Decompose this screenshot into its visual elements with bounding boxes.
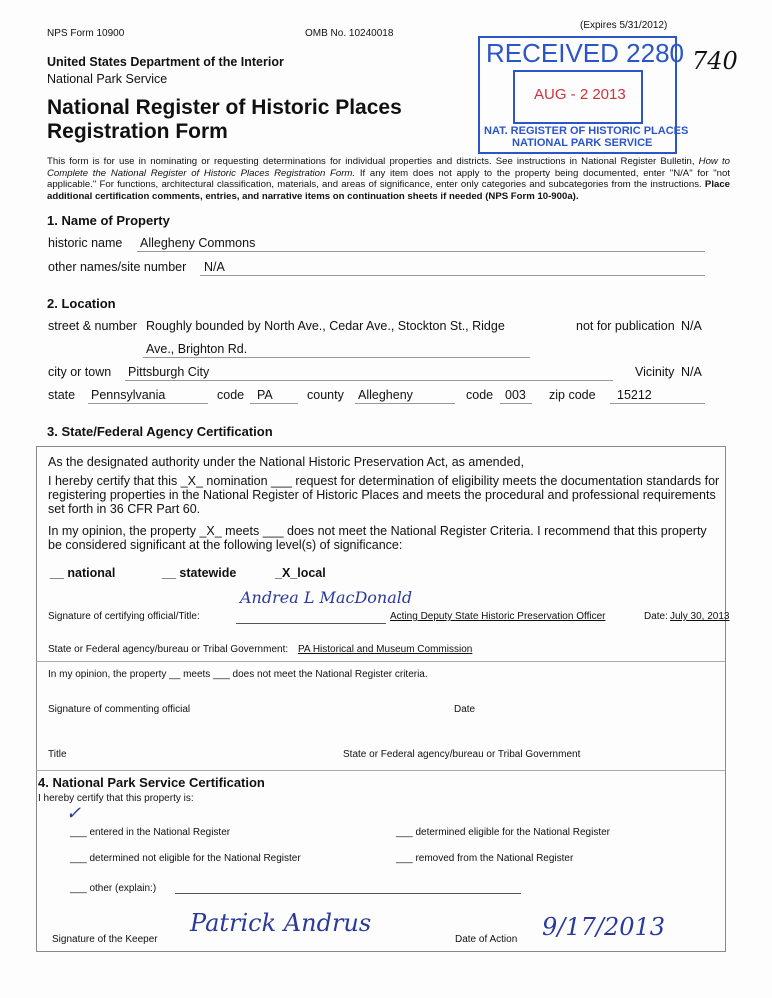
certification-box [36, 446, 726, 952]
received-stamp [478, 36, 689, 154]
county-value: Allegheny [358, 388, 413, 402]
agency2-label: State or Federal agency/bureau or Tribal Government [343, 749, 581, 760]
title-line2: Registration Form [47, 120, 228, 143]
historic-name-label: historic name [48, 236, 123, 250]
commenting-opinion: In my opinion, the property __ meets ___ does not meet the National Register criteria. [48, 669, 428, 680]
section3-heading: 3. State/Federal Agency Certification [47, 424, 273, 439]
agency-value: PA Historical and Museum Commission [298, 644, 473, 655]
checkmark-icon: ✓ [66, 803, 82, 824]
zip-value: 15212 [617, 388, 652, 402]
street-value-2: Ave., Brighton Rd. [146, 342, 248, 356]
county-label: county [307, 388, 344, 402]
street-label: street & number [48, 319, 137, 333]
action-date-label: Date of Action [455, 934, 518, 945]
comment-sig-label: Signature of commenting official [48, 704, 191, 715]
certifying-signature: Andrea L MacDonald [240, 588, 413, 607]
nfp-value: N/A [681, 319, 702, 333]
state-code: PA [257, 388, 273, 402]
certify-text: I hereby certify that this _X_ nomination ___ request for determination of eligibility meets the documentation standards for registering properties in the National Register of Historic Places and meets the procedural and professional requirements set forth in 36 CFR Part 60. [48, 474, 720, 516]
county-code: 003 [505, 388, 526, 402]
stamp-line1: NAT. REGISTER OF HISTORIC PLACES [484, 125, 689, 137]
vicinity-value: N/A [681, 365, 702, 379]
department: United States Department of the Interior [47, 55, 284, 69]
option-not-eligible[interactable]: ___ determined not eligible for the National Register [70, 853, 301, 864]
section4-heading: 4. National Park Service Certification [38, 775, 265, 790]
option-other[interactable]: ___ other (explain:) [70, 883, 157, 894]
level-national[interactable]: __ national [50, 566, 116, 580]
level-local[interactable]: _X_local [275, 566, 326, 580]
historic-name-value: Allegheny Commons [140, 236, 256, 250]
option-entered[interactable]: ___ entered in the National Register [70, 827, 231, 838]
date-label: Date: [644, 611, 668, 622]
handwritten-number: 740 [692, 47, 738, 75]
city-label: city or town [48, 365, 112, 379]
authority-text: As the designated authority under the National Historic Preservation Act, as amended, [48, 455, 524, 469]
date-value: July 30, 2013 [670, 611, 730, 622]
sig-label: Signature of certifying official/Title: [48, 611, 200, 622]
county-code-label: code [466, 388, 494, 402]
nfp-label: not for publication [576, 319, 675, 333]
vicinity-label: Vicinity [635, 365, 675, 379]
option-removed[interactable]: ___ removed from the National Register [396, 853, 574, 864]
option-eligible[interactable]: ___ determined eligible for the National Register [396, 827, 611, 838]
keeper-label: Signature of the Keeper [52, 934, 158, 945]
state-label: state [48, 388, 76, 402]
title-line1: National Register of Historic Places [47, 96, 402, 119]
other-names-label: other names/site number [48, 260, 187, 274]
state-value: Pennsylvania [91, 388, 166, 402]
sig-title: Acting Deputy State Historic Preservation Officer [390, 611, 606, 622]
other-names-value: N/A [204, 260, 225, 274]
comment-date-label: Date [454, 704, 476, 715]
stamp-line2: NATIONAL PARK SERVICE [512, 137, 653, 149]
opinion-text: In my opinion, the property _X_ meets ___ does not meet the National Register Criteria. I recommend that this property be considered significant at the following level(s) of significance: [48, 524, 707, 552]
section2-heading: 2. Location [47, 296, 116, 311]
stamp-date: AUG - 2 2013 [534, 86, 626, 103]
section1-heading: 1. Name of Property [47, 213, 170, 228]
title-label: Title [48, 749, 67, 760]
agency-label: State or Federal agency/bureau or Tribal Government: [48, 644, 289, 655]
action-date: 9/17/2013 [542, 913, 666, 941]
form-number: NPS Form 10900 [47, 28, 125, 39]
keeper-signature: Patrick Andrus [190, 909, 372, 937]
instructions: This form is for use in nominating or requesting determinations for individual properties and districts. See instructions in National Register Bulletin, How to Complete the National Register of Historic Places Registration Form. If any item does not apply to the property being documented, enter "N/A" for "not applicable." For functions, architectural classification, materials, and areas of significance, enter only categories and subcategories from the instructions. Place additional certification comments, entries, and narrative items on continuation sheets if needed (NPS Form 10-900a). [47, 156, 731, 202]
stamp-received: RECEIVED 2280 [486, 38, 684, 68]
city-value: Pittsburgh City [128, 365, 210, 379]
state-code-label: code [217, 388, 245, 402]
nps-intro: I hereby certify that this property is: [38, 793, 194, 804]
street-value: Roughly bounded by North Ave., Cedar Ave., Stockton St., Ridge [146, 319, 505, 333]
omb-number: OMB No. 10240018 [305, 28, 394, 39]
level-statewide[interactable]: __ statewide [162, 566, 237, 580]
expiration: (Expires 5/31/2012) [580, 20, 668, 31]
service: National Park Service [47, 72, 168, 86]
zip-label: zip code [549, 388, 596, 402]
